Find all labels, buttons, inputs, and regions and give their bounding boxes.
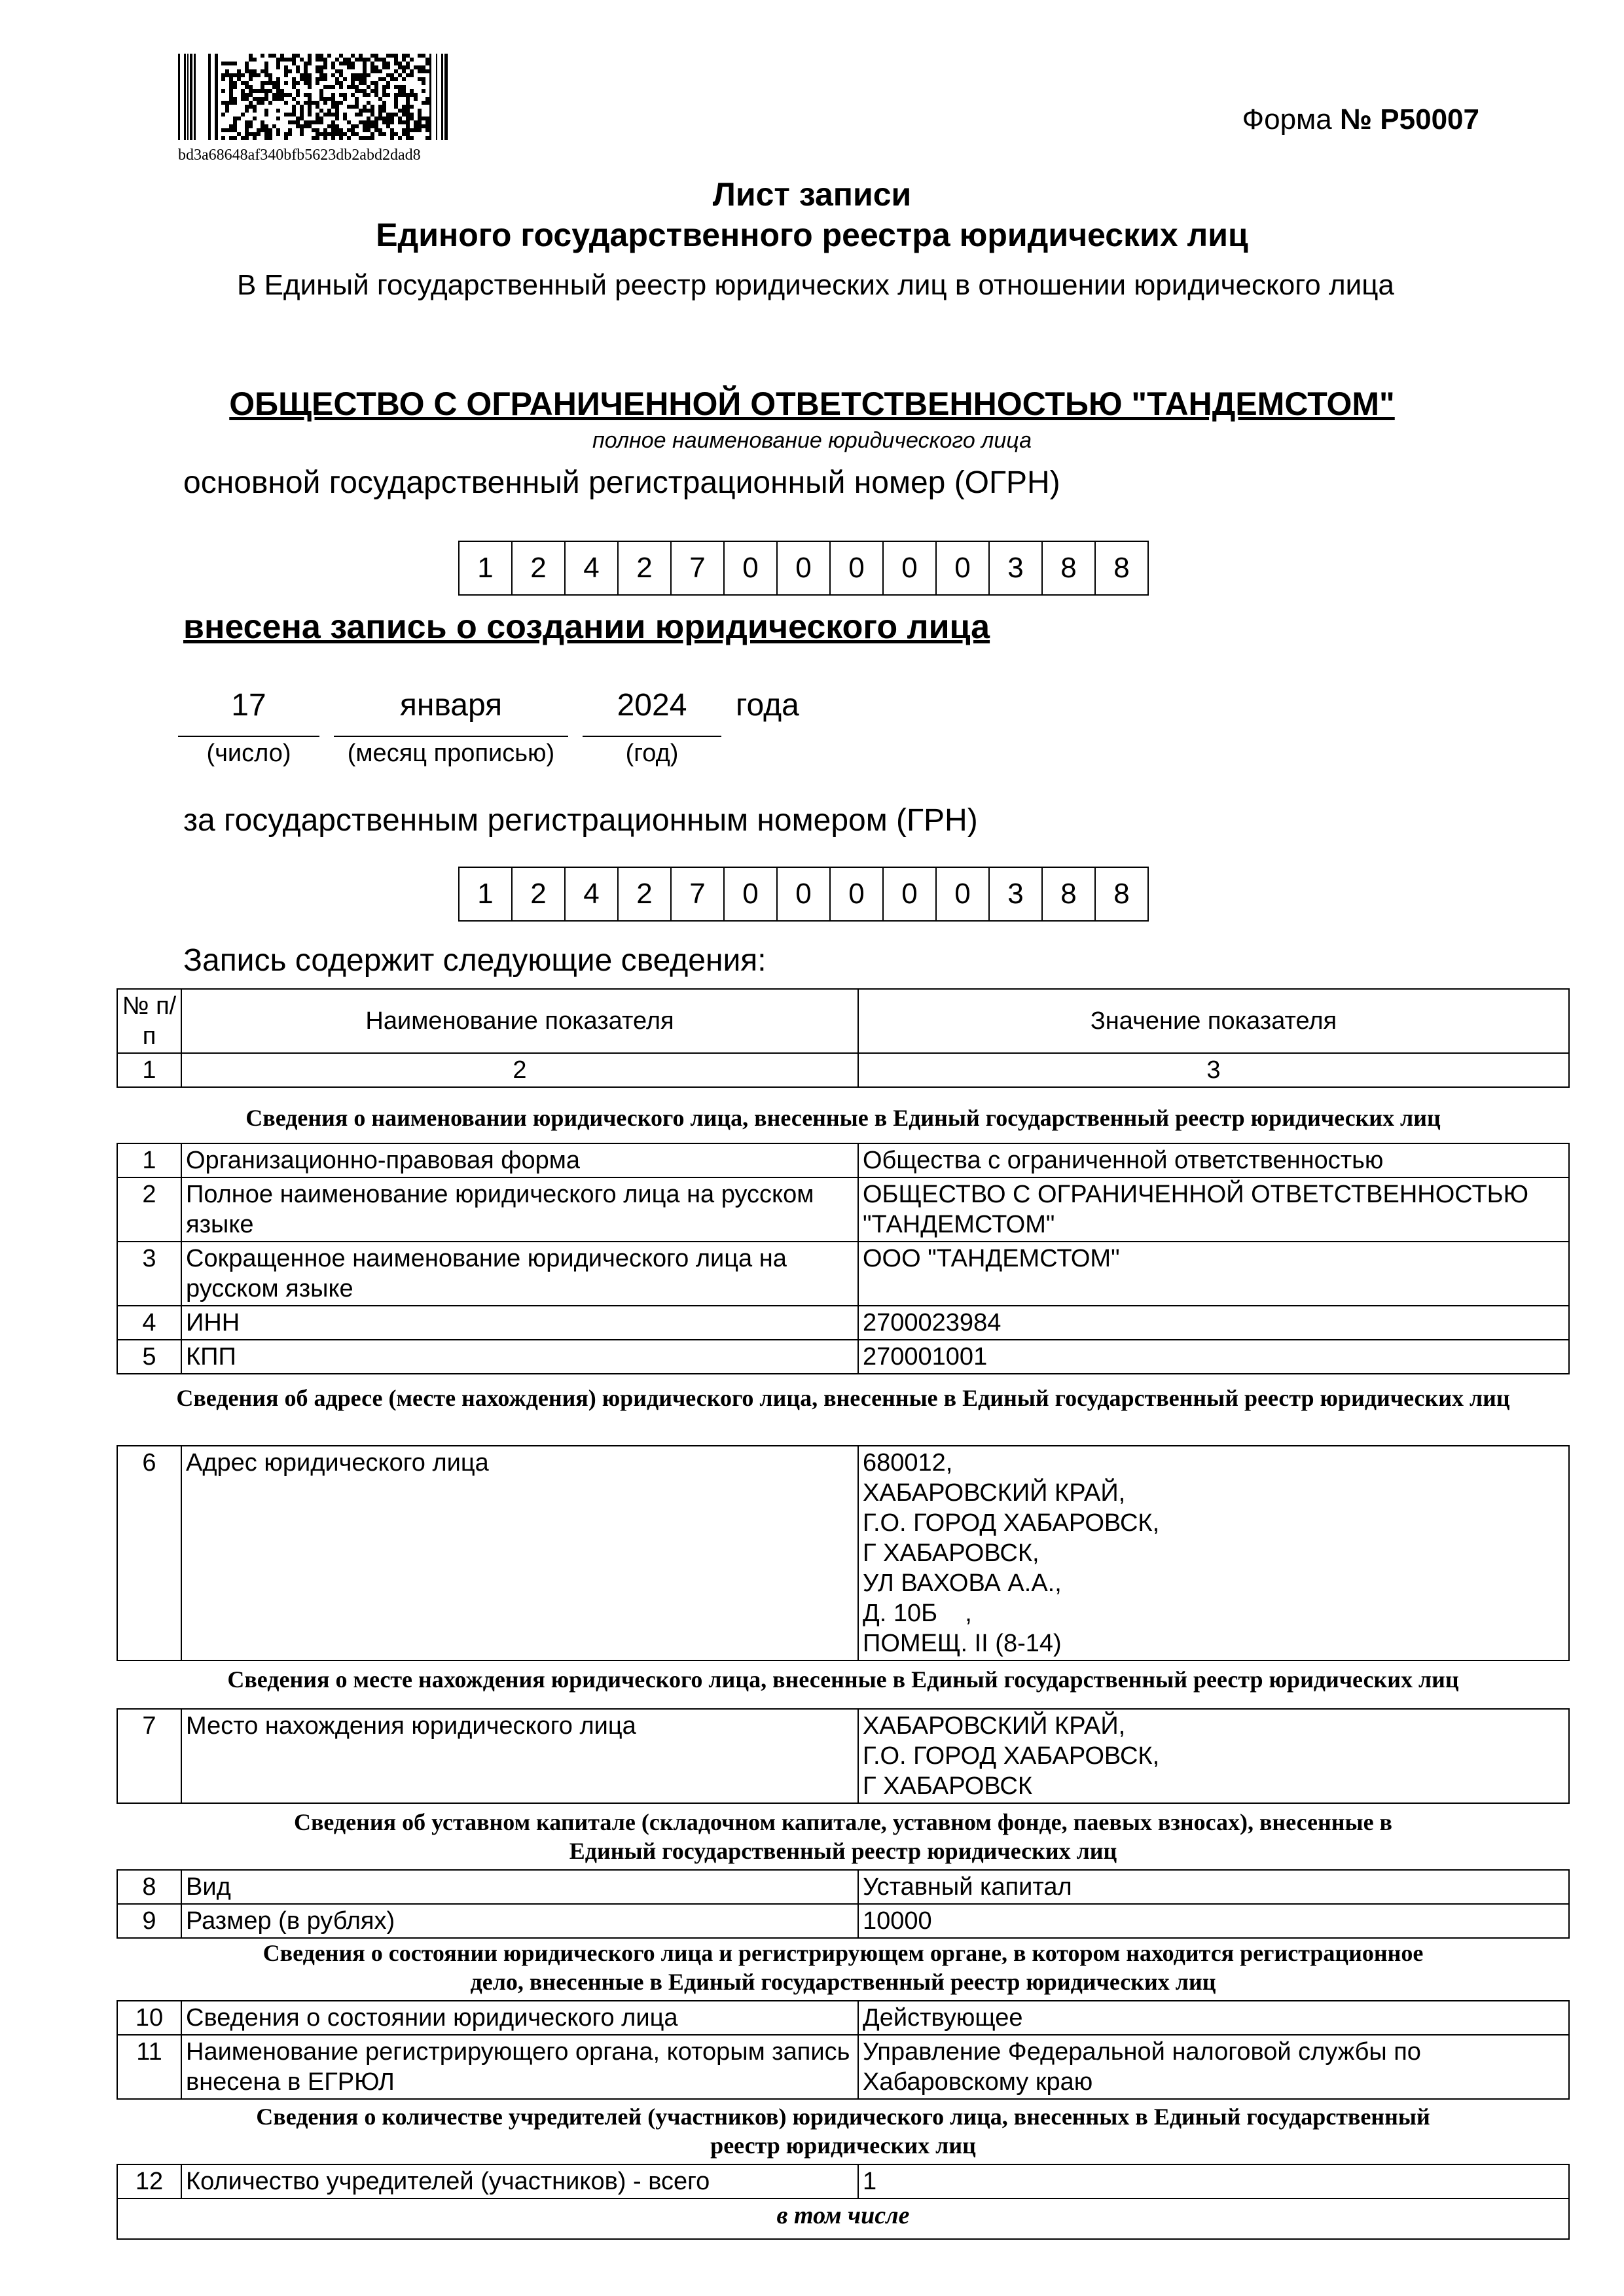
digit-cell: 2	[513, 868, 566, 920]
digit-cell: 0	[937, 868, 990, 920]
section-heading-status: Сведения о состоянии юридического лица и регистрирующем органе, в котором находится регистрационное дело, внесенные в Единый государственный реестр юридических лиц	[262, 1940, 1424, 1995]
row-number: 11	[117, 2035, 181, 2099]
digit-cell: 0	[778, 542, 831, 594]
table-row	[117, 1446, 1569, 1660]
barcode-code: bd3a68648af340bfb5623db2abd2dad8	[178, 147, 421, 164]
intro-text	[178, 267, 1461, 304]
form-number	[1113, 103, 1479, 136]
row-indicator: Полное наименование юридического лица на русском языке	[181, 1177, 858, 1242]
row-value: 10000	[858, 1904, 1569, 1938]
date-year-word: года	[736, 688, 799, 723]
section-heading-location: Сведения о месте нахождения юридического лица, внесенные в Единый государственный реестр юридических лиц	[227, 1666, 1459, 1693]
form-code: № Р50007	[1340, 103, 1479, 135]
form-prefix: Форма	[1242, 103, 1332, 135]
digit-cell: 0	[831, 868, 884, 920]
date-day: 17	[178, 687, 319, 737]
ogrn-number-boxes	[458, 541, 1149, 596]
address-line: Г ХАБАРОВСК,	[863, 1539, 1039, 1567]
table-row	[117, 1709, 1569, 1803]
row-value: 2700023984	[858, 1306, 1569, 1340]
row-indicator: Вид	[181, 1870, 858, 1904]
record-statement: внесена запись о создании юридического лица	[183, 608, 990, 646]
digit-cell: 0	[884, 542, 937, 594]
row-indicator: Количество учредителей (участников) - всего	[181, 2164, 858, 2198]
row-indicator: Место нахождения юридического лица	[181, 1709, 858, 1803]
section-heading-founders: Сведения о количестве учредителей (участников) юридического лица, внесенных в Единый государственный реестр юридических лиц	[256, 2104, 1430, 2159]
document-title-line2: Единого государственного реестра юридических лиц	[376, 217, 1248, 253]
header-col-num-2: 2	[181, 1053, 858, 1087]
digit-cell: 0	[831, 542, 884, 594]
table-section-capital	[117, 1869, 1570, 1939]
digit-cell: 2	[619, 542, 672, 594]
row-indicator: Сокращенное наименование юридического лица на русском языке	[181, 1242, 858, 1306]
barcode-image	[178, 54, 466, 140]
location-line: Г.О. ГОРОД ХАБАРОВСК,	[863, 1742, 1160, 1770]
date-year: 2024	[583, 687, 721, 737]
row-indicator: Сведения о состоянии юридического лица	[181, 2001, 858, 2035]
table-row	[117, 1870, 1569, 1904]
table-row	[117, 1306, 1569, 1340]
row-number: 10	[117, 2001, 181, 2035]
digit-cell: 4	[566, 868, 619, 920]
row-number: 9	[117, 1904, 181, 1938]
address-line: 680012,	[863, 1449, 953, 1477]
row-value: Действующее	[858, 2001, 1569, 2035]
digit-cell: 8	[1043, 542, 1096, 594]
digit-cell: 8	[1096, 542, 1149, 594]
table-section-address	[117, 1445, 1570, 1661]
digit-cell: 0	[725, 868, 778, 920]
row-indicator: Адрес юридического лица	[181, 1446, 858, 1660]
in-total-label: в том числе	[117, 2198, 1569, 2239]
row-value	[858, 1709, 1569, 1803]
row-indicator: Наименование регистрирующего органа, которым запись внесена в ЕГРЮЛ	[181, 2035, 858, 2099]
table-header	[117, 988, 1570, 1088]
digit-cell: 1	[460, 542, 513, 594]
contents-label: Запись содержит следующие сведения:	[183, 943, 767, 978]
digit-cell: 2	[619, 868, 672, 920]
digit-cell: 3	[990, 542, 1043, 594]
digit-cell: 7	[672, 542, 725, 594]
digit-cell: 0	[725, 542, 778, 594]
digit-cell: 7	[672, 868, 725, 920]
table-section-status	[117, 2000, 1570, 2100]
table-row	[117, 1340, 1569, 1374]
row-number: 12	[117, 2164, 181, 2198]
header-col-num-1: 1	[117, 1053, 181, 1087]
row-indicator: Размер (в рублях)	[181, 1904, 858, 1938]
row-indicator: КПП	[181, 1340, 858, 1374]
header-number: № п/п	[117, 989, 181, 1053]
row-number: 5	[117, 1340, 181, 1374]
section-heading-address: Сведения об адресе (месте нахождения) юридического лица, внесенные в Единый государственный реестр юридических лиц	[176, 1385, 1510, 1411]
table-section-location	[117, 1708, 1570, 1804]
row-value: Управление Федеральной налоговой службы по Хабаровскому краю	[858, 2035, 1569, 2099]
row-value: Уставный капитал	[858, 1870, 1569, 1904]
row-value: 270001001	[858, 1340, 1569, 1374]
row-indicator: ИНН	[181, 1306, 858, 1340]
row-value: 1	[858, 2164, 1569, 2198]
table-row	[117, 1177, 1569, 1242]
address-line: ПОМЕЩ. II (8-14)	[863, 1630, 1062, 1657]
document-title-line1: Лист записи	[712, 176, 912, 213]
intro-text-content: В Единый государственный реестр юридических лиц в отношении юридического лица	[237, 269, 1394, 301]
section-heading-name: Сведения о наименовании юридического лица, внесенные в Единый государственный реестр юридических лиц	[245, 1105, 1441, 1131]
row-number: 2	[117, 1177, 181, 1242]
digit-cell: 3	[990, 868, 1043, 920]
row-value: ООО "ТАНДЕМСТОМ"	[858, 1242, 1569, 1306]
date-year-label: (год)	[625, 740, 679, 767]
row-number: 7	[117, 1709, 181, 1803]
digit-cell: 0	[937, 542, 990, 594]
location-line: Г ХАБАРОВСК	[863, 1772, 1033, 1800]
row-value: Общества с ограниченной ответственностью	[858, 1143, 1569, 1177]
section-heading-capital: Сведения об уставном капитале (складочном капитале, уставном фонде, паевых взносах), внесенные в Единый государственный реестр юридических лиц	[293, 1809, 1392, 1864]
grn-number-boxes	[458, 867, 1149, 922]
grn-label: за государственным регистрационным номером (ГРН)	[183, 803, 978, 838]
organization-full-name: ОБЩЕСТВО С ОГРАНИЧЕННОЙ ОТВЕТСТВЕННОСТЬЮ "ТАНДЕМСТОМ"	[229, 386, 1395, 422]
location-line: ХАБАРОВСКИЙ КРАЙ,	[863, 1712, 1126, 1740]
table-row	[117, 2198, 1569, 2239]
date-day-label: (число)	[206, 740, 291, 767]
address-line: Д. 10Б ,	[863, 1600, 972, 1627]
row-indicator: Организационно-правовая форма	[181, 1143, 858, 1177]
table-row	[117, 2035, 1569, 2099]
digit-cell: 1	[460, 868, 513, 920]
digit-cell: 8	[1043, 868, 1096, 920]
table-row	[117, 1242, 1569, 1306]
row-number: 4	[117, 1306, 181, 1340]
row-value: ОБЩЕСТВО С ОГРАНИЧЕННОЙ ОТВЕТСТВЕННОСТЬЮ "ТАНДЕМСТОМ"	[858, 1177, 1569, 1242]
digit-cell: 0	[778, 868, 831, 920]
table-row	[117, 2164, 1569, 2198]
table-section-name	[117, 1143, 1570, 1374]
header-indicator-value: Значение показателя	[858, 989, 1569, 1053]
row-number: 6	[117, 1446, 181, 1660]
organization-name-caption: полное наименование юридического лица	[592, 428, 1032, 453]
digit-cell: 2	[513, 542, 566, 594]
address-line: Г.О. ГОРОД ХАБАРОВСК,	[863, 1509, 1160, 1537]
ogrn-label: основной государственный регистрационный номер (ОГРН)	[183, 465, 1060, 500]
row-number: 1	[117, 1143, 181, 1177]
digit-cell: 0	[884, 868, 937, 920]
header-col-num-3: 3	[858, 1053, 1569, 1087]
table-row	[117, 2001, 1569, 2035]
address-line: ХАБАРОВСКИЙ КРАЙ,	[863, 1479, 1126, 1507]
table-row	[117, 1143, 1569, 1177]
address-line: УЛ ВАХОВА А.А.,	[863, 1570, 1062, 1597]
row-number: 3	[117, 1242, 181, 1306]
table-section-founders	[117, 2164, 1570, 2240]
digit-cell: 4	[566, 542, 619, 594]
date-month-label: (месяц прописью)	[347, 740, 555, 767]
table-row	[117, 1904, 1569, 1938]
header-indicator-name: Наименование показателя	[181, 989, 858, 1053]
digit-cell: 8	[1096, 868, 1149, 920]
row-value	[858, 1446, 1569, 1660]
row-number: 8	[117, 1870, 181, 1904]
date-month: января	[334, 687, 568, 737]
